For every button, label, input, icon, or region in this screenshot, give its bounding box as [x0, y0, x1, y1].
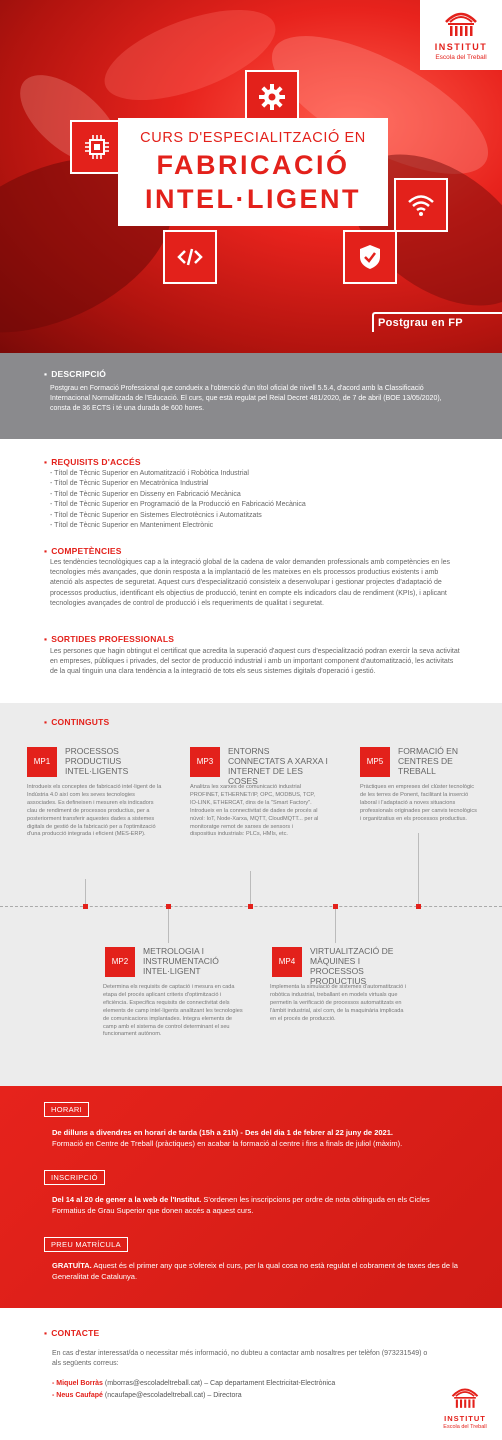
- logo-subtitle: Escola del Treball: [435, 54, 487, 61]
- descripcio-text: Postgrau en Formació Professional que condueix a l'obtenció d'un títol oficial de nivell 5.5.4, d'acord amb la Classificació Internacional Normalitzada de l'Educació. El curs, que està regulat pel Reial Decret 481/2020, de 7 de abril (BOE 13/05/2020), consta de 36 ECTS i té una durada de 600 hores.: [50, 385, 442, 413]
- list-item: - Títol de Tècnic Superior en Automatització i Robòtica Industrial: [50, 470, 249, 477]
- gear-tile: [245, 70, 299, 124]
- module-desc: Pràctiques en empreses del clúster tecnològic de les terres de Ponent, facilitant la inserció laboral i l'adaptació a noves situacions professionals originades per canvis tecnològics i organitzatius en els processos productius.: [360, 784, 477, 822]
- section-title: ▪ COMPETÈNCIES: [44, 546, 122, 556]
- logo-subtitle: Escola del Treball: [443, 1424, 487, 1430]
- preu-text: [52, 1260, 462, 1282]
- code-tile: [163, 230, 217, 284]
- course-title-line1: FABRICACIÓ: [156, 150, 350, 180]
- module-title: METROLOGIA I INSTRUMENTACIÓ INTEL·LIGENT: [143, 946, 219, 976]
- shield-check-icon: [355, 242, 385, 272]
- contact-name: - Neus Caufapé: [52, 1392, 103, 1399]
- timeline-dot: [248, 904, 253, 909]
- list-item: - Títol de Tècnic Superior en Mecatrònica Industrial: [50, 480, 209, 488]
- timeline-connector: [418, 833, 419, 906]
- module-desc: Implementa la simulació de sistemes d'automatització i robòtica industrial, treballant en models virtuals que permetin la verificació de processos automatitzats en l'àmbit industrial, així com, de la maquinària implicada en el procés de producció.: [270, 984, 406, 1022]
- section-title: ▪ CONTACTE: [44, 1328, 99, 1338]
- module-title: FORMACIÓ EN CENTRES DE TREBALL: [398, 746, 458, 776]
- module-code: MP4: [272, 947, 302, 977]
- horari-text: [52, 1127, 462, 1149]
- hero-banner: [0, 0, 502, 353]
- gear-icon: [257, 82, 287, 112]
- module-desc: Analitza les xarxes de comunicació industrial PROFINET, ETHERNET/IP, OPC, MODBUS, TCP, IO-LINK, ETHERCAT, dins de la "Smart Factory". Introdueix en la connectivitat de dades de procés al núvol: IoT, Node-Xarxa, MQTT, CloudMQTT... per al monitoratge remot de xarxes de sensors i dispositius industrials: PLCs, HMIs, etc.: [190, 784, 319, 838]
- section-title: ▪ CONTINGUTS: [44, 717, 109, 727]
- info-section: [0, 1086, 502, 1308]
- competencies-text: Les tendències tecnològiques cap a la integració global de la cadena de valor demanden professionals amb competències en les tecnologies més avançades, que donin resposta a la implantació de les mateixes en els processos productius existents i amb atenció als aspectes de seguretat. Aquest curs d'especialització consisteix a desenvolupar i gestionar projectes d'adaptació de processos productius, identificant els objectius de producció, tenint en compte els indicadors clau de rendiment (KPIs), i aplicant tecnologies avançades de control de producció i els requeriments de qualitat i seguretat.: [50, 559, 451, 607]
- chip-tile: [70, 120, 124, 174]
- timeline-connector: [85, 879, 86, 906]
- logo-title: INSTITUT: [444, 1414, 486, 1423]
- preu-label: PREU MATRÍCULA: [44, 1237, 128, 1252]
- module-desc: Introdueix els conceptes de fabricació intel·ligent de la Indústria 4.0 així com les seves tecnologies associades. Es defineixen i mesuren els indicadors clau de rendiment de processos productius, per a posteriorment transferir aquestes dades a sistemes digitals de gestió de la fabricació per a l'optimització d'una producció integrada i eficient (MES-ERP).: [27, 784, 162, 838]
- continguts-section: [0, 703, 502, 1086]
- inscripcio-detail: S'ordenen les inscripcions per ordre de nota obtinguda en els Cicles Formatius de Grau Superior que donen accés a aquest curs.: [52, 1195, 430, 1215]
- title-box: [118, 118, 388, 226]
- section-title: ▪ SORTIDES PROFESSIONALS: [44, 634, 174, 644]
- wifi-icon: [406, 190, 436, 220]
- sortides-text: Les persones que hagin obtingut el certificat que acredita la superació d'aquest curs d'especialització podran exercir la seva activitat en empreses, públiques i privades, del sector de producció industrial i amb un important component d'automatització, les activitats de la qual tinguin una clara tendència a la integració de tots els seus sistemes digitals d'operació i gestió.: [50, 648, 460, 676]
- institut-logo[interactable]: [420, 0, 502, 70]
- module-title: VIRTUALITZACIÓ DE MÀQUINES I PROCESSOS PRODUCTIUS: [310, 946, 394, 986]
- horari-label: HORARI: [44, 1102, 89, 1117]
- inscripcio-label: INSCRIPCIÓ: [44, 1170, 105, 1185]
- contacte-text: En cas d'estar interessat/da o necessitar més informació, no dubteu a contactar amb nosaltres per telèfon (973231549) o als següents correus:: [52, 1350, 428, 1368]
- list-item: - Títol de Tècnic Superior en Programació de la Producció en Fabricació Mecànica: [50, 501, 306, 509]
- list-item: - Títol de Tècnic Superior en Disseny en Fabricació Mecànica: [50, 490, 241, 498]
- contact-detail[interactable]: (mborras@escoladeltreball.cat) – Cap departament Electricitat-Electrònica: [102, 1380, 336, 1387]
- inscripcio-bold: Del 14 al 20 de gener a la web de l'Institut.: [52, 1195, 202, 1204]
- descripcio-section: [0, 353, 502, 439]
- horari-detail: Formació en Centre de Treball (pràctiques) en acabar la formació al centre i fins a finals de juliol (màxim).: [52, 1139, 403, 1148]
- timeline-dot: [416, 904, 421, 909]
- timeline-connector: [335, 909, 336, 943]
- timeline-connector: [168, 909, 169, 943]
- module-title: PROCESSOS PRODUCTIUS INTEL·LIGENTS: [65, 746, 129, 776]
- contact-item[interactable]: [52, 1392, 242, 1399]
- section-title: ▪ REQUISITS D'ACCÉS: [44, 457, 141, 467]
- horari-bold: De dilluns a divendres en horari de tarda (15h a 21h) - Des del dia 1 de febrer al 22 juny de 2021.: [52, 1128, 393, 1137]
- list-item: - Títol de Tècnic Superior en Manteniment Electrònic: [50, 522, 214, 530]
- module-title: ENTORNS CONNECTATS A XARXA I INTERNET DE LES COSES: [228, 746, 328, 786]
- module-code: MP5: [360, 747, 390, 777]
- footer-logo[interactable]: [435, 1384, 495, 1434]
- logo-title: INSTITUT: [434, 42, 488, 52]
- module-desc: Determina els requisits de captació i mesura en cada etapa del procés aplicant criteris d'optimització i eficiència. Especifica requisits de connectivitat dels elements de camp intel·ligents analitzant les tecnologies de comunicacions implantades. Integra elements de camp amb el sistema de control determinant el seu funcionament autònom.: [103, 984, 243, 1038]
- wifi-tile: [394, 178, 448, 232]
- course-title-line2: INTEL·LIGENT: [145, 184, 361, 214]
- building-icon: [443, 8, 479, 38]
- list-item: - Títol de Tècnic Superior en Sistemes Electrotècnics i Automatitzats: [50, 511, 262, 519]
- chip-icon: [82, 132, 112, 162]
- module-code: MP3: [190, 747, 220, 777]
- contact-item[interactable]: [52, 1380, 335, 1387]
- inscripcio-text: [52, 1194, 462, 1216]
- contact-detail[interactable]: (ncaufape@escoladeltreball.cat) – Directora: [102, 1392, 242, 1399]
- building-icon: [450, 1384, 480, 1410]
- postgrau-badge: Postgrau en FP: [378, 317, 463, 329]
- preu-detail: Aquest és el primer any que s'ofereix el curs, per la qual cosa no està regulat el cobrament de taxes des de la Generalitat de Catalunya.: [52, 1261, 458, 1281]
- preu-bold: GRATUÏTA.: [52, 1261, 92, 1270]
- contact-name: - Miquel Borràs: [52, 1380, 103, 1387]
- shield-tile: [343, 230, 397, 284]
- code-icon: [175, 242, 205, 272]
- course-pretitle: CURS D'ESPECIALITZACIÓ EN: [140, 130, 366, 146]
- requisits-list: [50, 469, 470, 531]
- section-title: ▪ DESCRIPCIÓ: [44, 369, 106, 379]
- timeline-dot: [83, 904, 88, 909]
- module-code: MP2: [105, 947, 135, 977]
- timeline-connector: [250, 871, 251, 906]
- module-code: MP1: [27, 747, 57, 777]
